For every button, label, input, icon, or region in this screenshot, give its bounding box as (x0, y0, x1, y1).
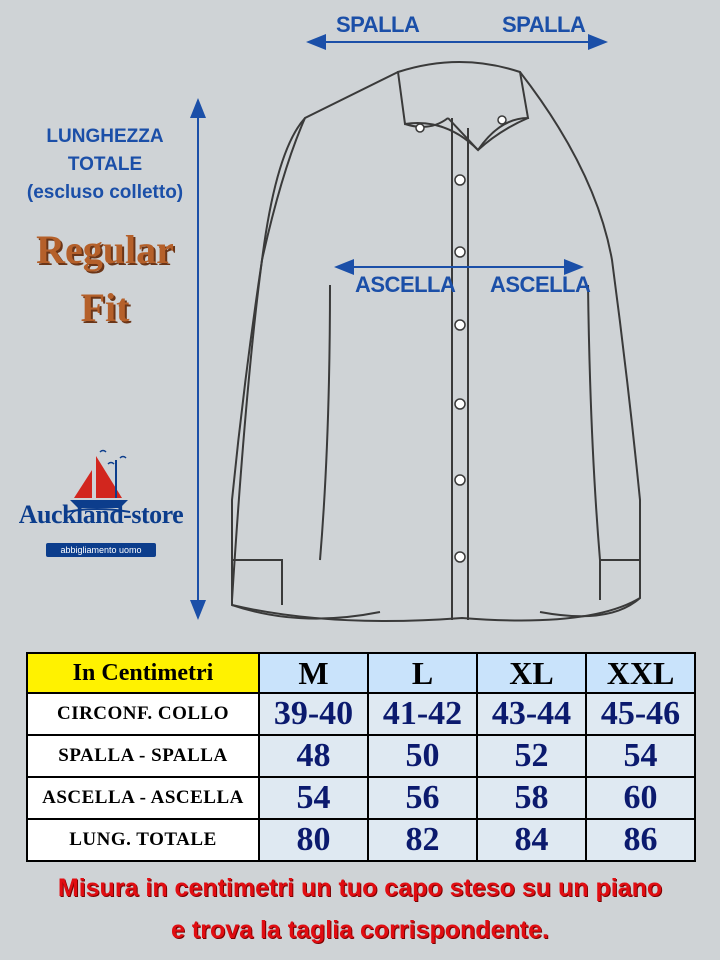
size-value: 45-46 (586, 693, 695, 735)
table-corner-label: In Centimetri (27, 653, 259, 693)
size-value: 82 (368, 819, 477, 861)
table-row (27, 777, 695, 819)
size-header: M (259, 653, 368, 693)
size-value: 54 (259, 777, 368, 819)
size-value: 43-44 (477, 693, 586, 735)
shoulder-label-left: SPALLA (336, 12, 420, 37)
row-label: LUNG. TOTALE (27, 819, 259, 861)
shoulder-label-right: SPALLA (502, 12, 586, 37)
length-title-line3: (escluso colletto) (26, 182, 184, 203)
logo-name: Auckland-store (18, 500, 184, 529)
length-title-line1: LUNGHEZZA (46, 126, 164, 147)
size-value: 60 (586, 777, 695, 819)
instruction-line2: e trova la taglia corrispondente. (171, 916, 549, 944)
size-value: 50 (368, 735, 477, 777)
armpit-label-right: ASCELLA (490, 272, 591, 297)
size-value: 48 (259, 735, 368, 777)
size-value: 84 (477, 819, 586, 861)
armpit-label-left: ASCELLA (355, 272, 456, 297)
fit-line2: Fit (80, 285, 130, 330)
size-value: 39-40 (259, 693, 368, 735)
table-row (27, 819, 695, 861)
table-row (27, 735, 695, 777)
size-header: XXL (586, 653, 695, 693)
row-label: SPALLA - SPALLA (27, 735, 259, 777)
size-table (26, 652, 696, 862)
size-value: 41-42 (368, 693, 477, 735)
row-label: CIRCONF. COLLO (27, 693, 259, 735)
table-row (27, 693, 695, 735)
size-header: L (368, 653, 477, 693)
size-value: 56 (368, 777, 477, 819)
size-value: 54 (586, 735, 695, 777)
row-label: ASCELLA - ASCELLA (27, 777, 259, 819)
size-value: 52 (477, 735, 586, 777)
size-header: XL (477, 653, 586, 693)
instruction-line1: Misura in centimetri un tuo capo steso su un piano (57, 874, 663, 902)
table-header-row (27, 653, 695, 693)
shirt-outline (232, 62, 640, 621)
fit-line1: Regular (36, 227, 174, 272)
logo-tagline: abbigliamento uomo (46, 543, 156, 557)
length-title-line2: TOTALE (67, 154, 143, 175)
shirt-buttons (416, 116, 506, 562)
size-value: 86 (586, 819, 695, 861)
size-value: 58 (477, 777, 586, 819)
size-value: 80 (259, 819, 368, 861)
